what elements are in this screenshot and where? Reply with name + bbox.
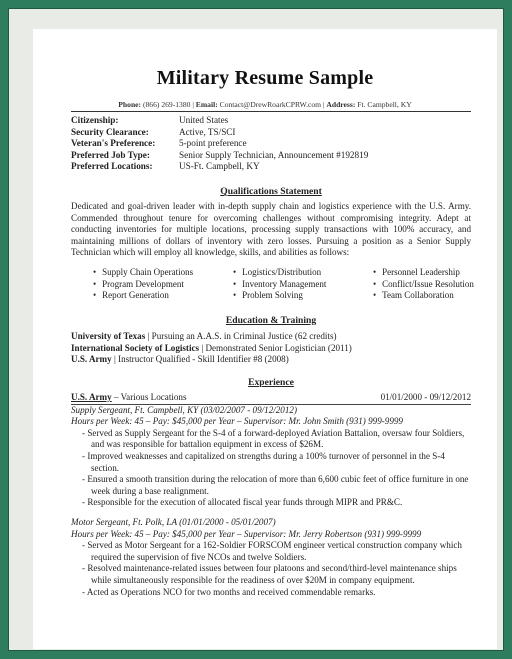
- skill-item: • Logistics/Distribution: [233, 267, 373, 279]
- bullet-item: - Ensured a smooth transition during the relocation of more than 6,600 cubic feet of office furniture in one week during a base realignment.: [71, 474, 471, 497]
- skill-item: • Report Generation: [93, 290, 233, 302]
- role-bullets: [71, 540, 471, 598]
- qualifications-text: Dedicated and goal-driven leader with in-depth supply chain and logistics experience with the U.S. Army. Commended throughout tenure for overcoming challenges without compromising integrity. Adept at conducting inventories for multiple locations, processing supply transactions with 100% accuracy, and maintaining millions of dollars of inventory with zero losses. Pursuing a position as a Senior Supply Technician which will employ all knowledge, skills, and abilities as follows:: [71, 201, 471, 258]
- info-key: Citizenship:: [71, 115, 119, 125]
- role-pay: Hours per Week: 45 – Pay: $45,000 per Year – Supervisor: Mr. Jerry Robertson (931) 999-9999: [71, 528, 422, 539]
- spacer: [71, 509, 471, 517]
- employer-location: – Various Locations: [111, 392, 187, 402]
- address-value: Ft. Campbell, KY: [357, 100, 412, 109]
- education-detail: | Instructor Qualified - Skill Identifier #8 (2008): [111, 354, 289, 365]
- education-list: [71, 331, 471, 366]
- role-pay: Hours per Week: 45 – Pay: $45,000 per Year – Supervisor: Mr. John Smith (931) 999-9999: [71, 416, 403, 427]
- info-row: [71, 127, 368, 139]
- education-item: [71, 354, 471, 366]
- info-value: US-Ft. Campbell, KY: [179, 161, 260, 171]
- education-org: U.S. Army: [71, 354, 112, 365]
- experience-heading: Experience: [248, 377, 294, 388]
- info-row: [71, 150, 368, 162]
- role-title: Supply Sergeant, Ft. Campbell, KY (03/02/2007 - 09/12/2012): [71, 404, 297, 415]
- education-detail: | Demonstrated Senior Logistician (2011): [199, 342, 352, 353]
- info-value: Active, TS/SCI: [179, 126, 236, 137]
- address-label: Address:: [326, 100, 356, 109]
- info-row: [71, 115, 368, 127]
- employer-name: U.S. Army: [71, 392, 112, 402]
- page-frame: [8, 8, 504, 651]
- education-org: University of Texas: [71, 331, 146, 341]
- resume-document: [33, 29, 497, 649]
- skills-list: [93, 267, 474, 302]
- info-row: [71, 138, 368, 150]
- education-item: [71, 331, 471, 343]
- skill-item: • Problem Solving: [233, 290, 373, 302]
- employer-row: [71, 392, 471, 405]
- skill-item: • Program Development: [93, 279, 233, 291]
- header-divider: [71, 111, 471, 112]
- bullet-item: - Served as Motor Sergeant for a 162-Soldier FORSCOM engineer vertical construction company which required the supervision of five NCOs and twelve Soldiers.: [71, 540, 471, 563]
- contact-line: Phone: (866) 269-1380 | Email: Contact@DrewRoarkCPRW.com | Address: Ft. Campbell, KY: [118, 100, 412, 109]
- info-key: Security Clearance:: [71, 126, 149, 137]
- skill-item: • Conflict/Issue Resolution: [373, 279, 512, 291]
- bullet-item: - Resolved maintenance-related issues between four platoons and second/third-level maintenance ships while simultaneously responsible for the readiness of over $20M in company equipment.: [71, 563, 471, 586]
- info-value: Senior Supply Technician, Announcement #192819: [179, 149, 369, 160]
- education-item: [71, 343, 471, 355]
- education-org: International Society of Logistics: [71, 342, 200, 353]
- employer: [71, 392, 187, 404]
- skill-item: • Team Collaboration: [373, 290, 512, 302]
- info-key: Preferred Job Type:: [71, 149, 150, 160]
- info-key: Preferred Locations:: [71, 161, 153, 171]
- info-row: [71, 161, 368, 173]
- education-heading: Education & Training: [225, 315, 317, 326]
- bullet-item: - Responsible for the execution of allocated fiscal year funds through MIPR and PR&C.: [71, 497, 471, 509]
- resume-title: Military Resume Sample: [156, 67, 374, 89]
- email-label: Email:: [195, 100, 218, 109]
- employer-dates: 01/01/2000 - 09/12/2012: [380, 392, 471, 402]
- info-value: 5-point preference: [179, 138, 247, 148]
- qualifications-heading: Qualifications Statement: [220, 186, 322, 197]
- phone-label: Phone:: [118, 100, 142, 109]
- info-key: Veteran's Preference:: [71, 138, 156, 148]
- role-bullets: [71, 428, 471, 509]
- bullet-item: - Improved weaknesses and capitalized on strengths during a 100% turnover of personnel in the S-4 section.: [71, 451, 471, 474]
- info-value: United States: [179, 115, 229, 125]
- education-detail: | Pursuing an A.A.S. in Criminal Justice (62 credits): [145, 331, 337, 341]
- role-title: Motor Sergeant, Ft. Polk, LA (01/01/2000 - 05/01/2007): [71, 516, 276, 527]
- skill-item: • Inventory Management: [233, 279, 373, 291]
- personal-info: [71, 115, 368, 173]
- phone-value: (866) 269-1380: [142, 100, 191, 109]
- bullet-item: - Acted as Operations NCO for two months and received commendable remarks.: [71, 587, 471, 599]
- skill-item: • Supply Chain Operations: [93, 267, 233, 279]
- bullet-item: - Served as Supply Sergeant for the S-4 of a forward-deployed Aviation Battalion, oversaw four Soldiers, and was responsible for battalion equipment in excess of $26M.: [71, 428, 471, 451]
- skill-item: • Personnel Leadership: [373, 267, 512, 279]
- email-value: Contact@DrewRoarkCPRW.com: [219, 100, 322, 109]
- experience-section: [71, 392, 471, 598]
